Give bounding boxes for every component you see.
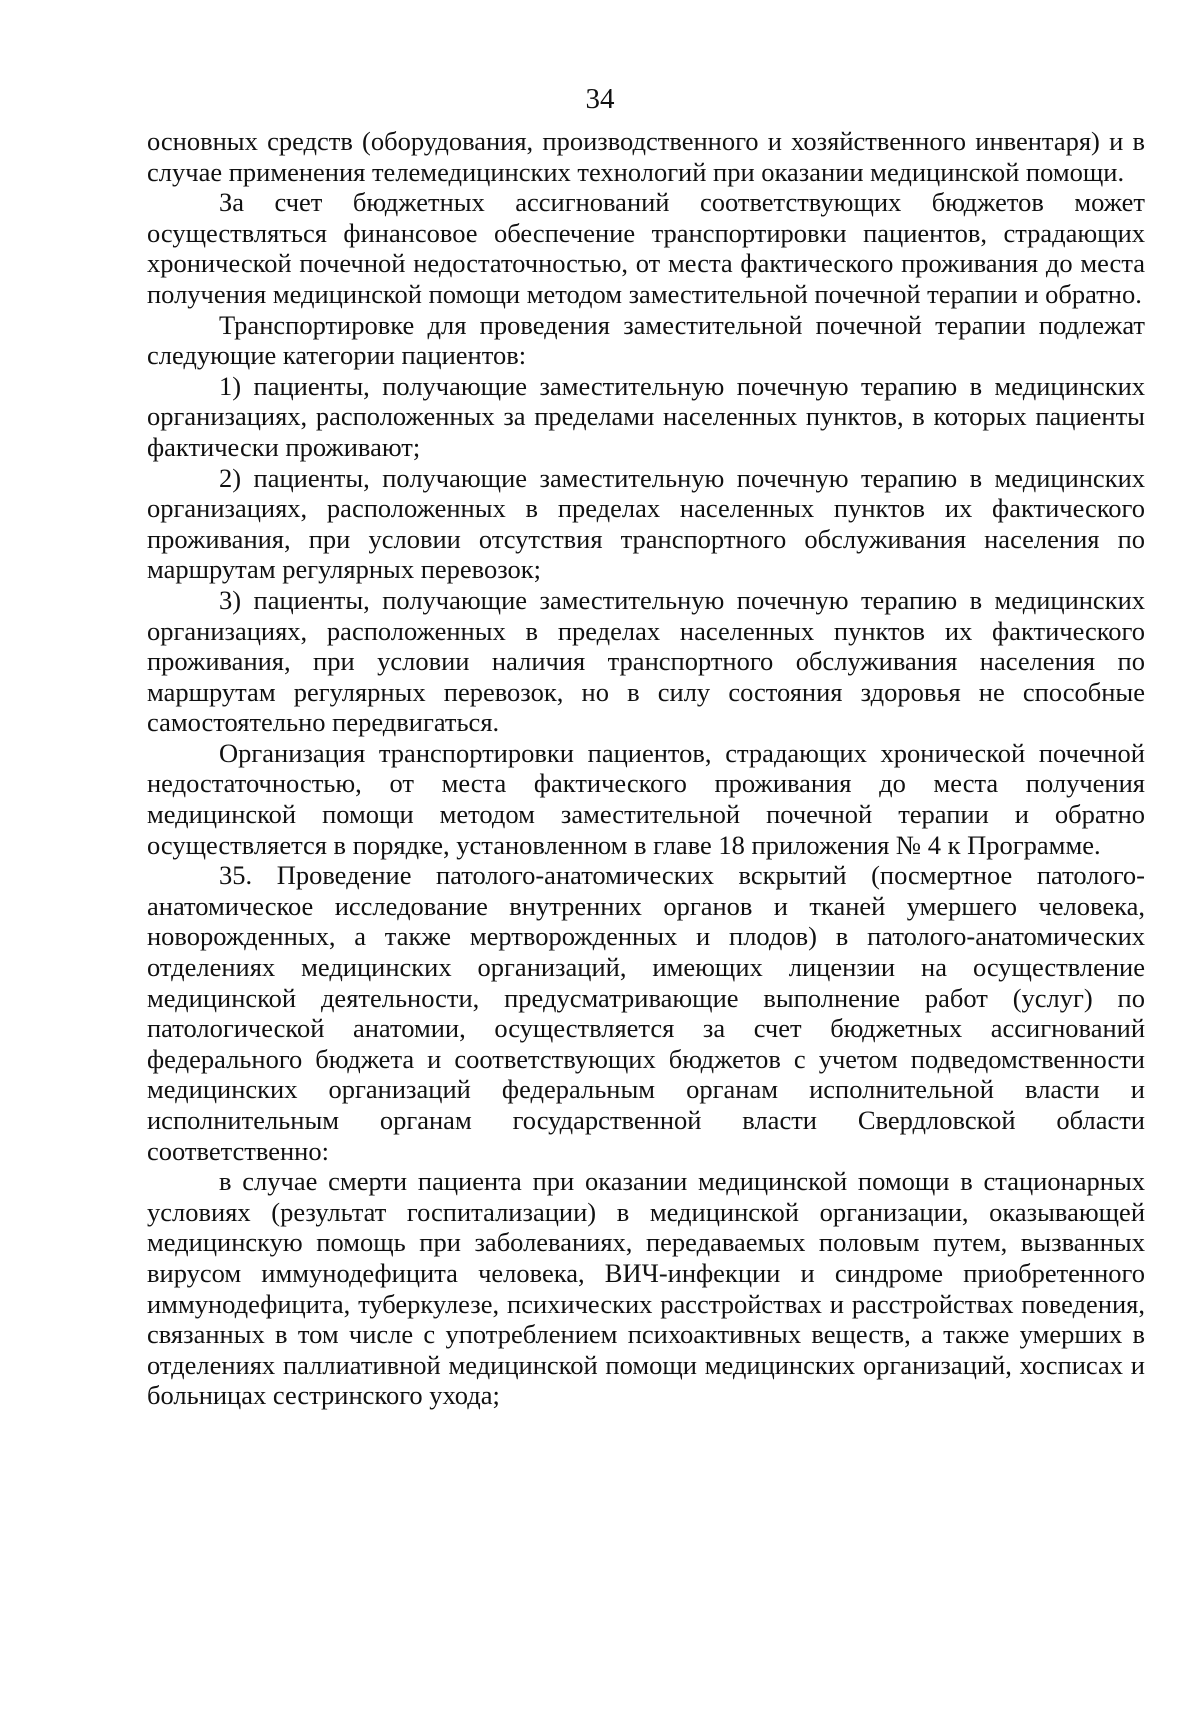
paragraph-continuation: основных средств (оборудования, производственного и хозяйственного инвентаря) и в случае применения телемедицинских технологий при оказании медицинской помощи. [147, 126, 1145, 187]
page-number: 34 [585, 83, 615, 115]
paragraph-transport-funding: За счет бюджетных ассигнований соответствующих бюджетов может осуществляться финансовое обеспечение транспортировки пациентов, страдающих хронической почечной недостаточностью, от места фактического проживания до места получения медицинской помощи методом заместительной почечной терапии и обратно. [147, 187, 1145, 309]
list-item-2: 2) пациенты, получающие заместительную почечную терапию в медицинских организациях, расположенных в пределах населенных пунктов их фактического проживания, при условии отсутствия транспортного обслуживания населения по маршрутам регулярных перевозок; [147, 462, 1145, 585]
paragraph-death-case: в случае смерти пациента при оказании медицинской помощи в стационарных условиях (результат госпитализации) в медицинской организации, оказывающей медицинскую помощь при заболеваниях, передаваемых половым путем, вызванных вирусом иммунодефицита человека, ВИЧ-инфекции и синдроме приобретенного иммунодефицита, туберкулезе, психических расстройствах и расстройствах поведения, связанных в том числе с употреблением психоактивных веществ, а также умерших в отделениях паллиативной медицинской помощи медицинских организаций, хосписах и больницах сестринского ухода; [147, 1166, 1145, 1411]
list-item-3: 3) пациенты, получающие заместительную почечную терапию в медицинских организациях, расположенных в пределах населенных пунктов их фактического проживания, при условии наличия транспортного обслуживания населения по маршрутам регулярных перевозок, но в силу состояния здоровья не способные самостоятельно передвигаться. [147, 584, 1145, 738]
document-body [147, 126, 1145, 1411]
paragraph-patient-categories: Транспортировке для проведения заместительной почечной терапии подлежат следующие категории пациентов: [147, 309, 1145, 371]
paragraph-section-35: 35. Проведение патолого-анатомических вскрытий (посмертное патолого-анатомическое исследование внутренних органов и тканей умершего человека, новорожденных, а также мертворожденных и плодов) в патолого-анатомических отделениях медицинских организаций, имеющих лицензии на осуществление медицинской деятельности, предусматривающие выполнение работ (услуг) по патологической анатомии, осуществляется за счет бюджетных ассигнований федерального бюджета и соответствующих бюджетов с учетом подведомственности медицинских организаций федеральным органам исполнительной власти и исполнительным органам государственной власти Свердловской области соответственно: [147, 860, 1145, 1166]
list-item-1: 1) пациенты, получающие заместительную почечную терапию в медицинских организациях, расположенных за пределами населенных пунктов, в которых пациенты фактически проживают; [147, 370, 1145, 462]
paragraph-transport-organization: Организация транспортировки пациентов, страдающих хронической почечной недостаточностью, от места фактического проживания до места получения медицинской помощи методом заместительной почечной терапии и обратно осуществляется в порядке, установленном в главе 18 приложения № 4 к Программе. [147, 737, 1145, 860]
